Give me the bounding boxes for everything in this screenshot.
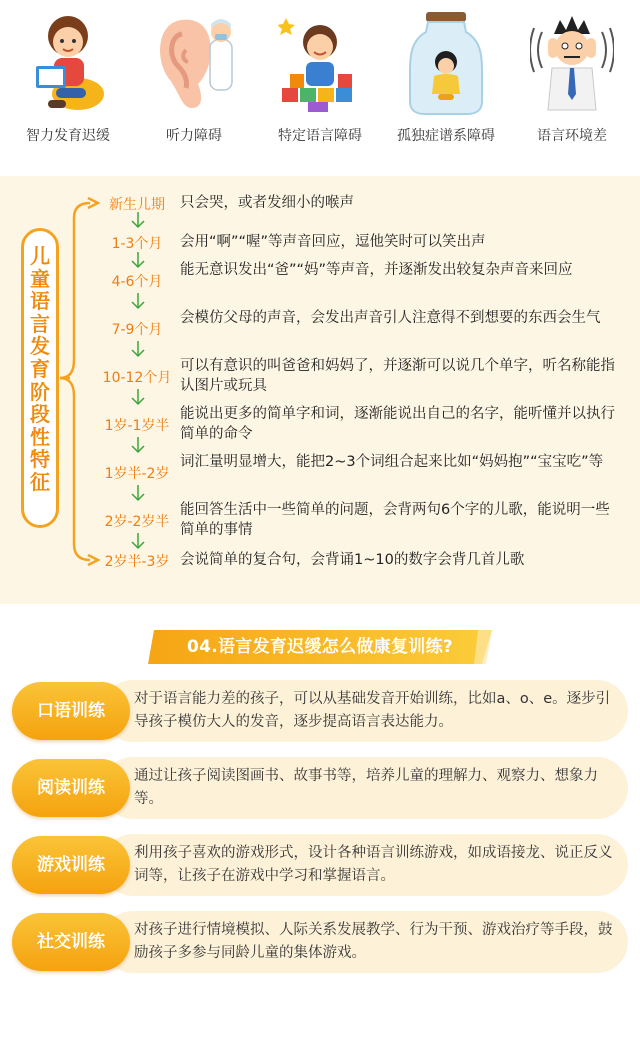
stage-desc-1.5y-2y: 词汇量明显增大，能把2~3个词组合起来比如“妈妈抱”“宝宝吃”等 (180, 454, 604, 470)
stage-age-4-6m: 4-6个月 (111, 274, 163, 290)
training-label: 口语训练 (37, 701, 105, 721)
rehab-question-banner (148, 630, 492, 664)
stage-age-1-3m: 1-3个月 (111, 236, 163, 252)
child-building-blocks-icon (278, 10, 362, 115)
down-arrow-icon (128, 485, 148, 503)
cause-label: 孤独症谱系障碍 (397, 128, 495, 144)
language-development-timeline (0, 176, 640, 604)
cause-item-autism (382, 10, 510, 160)
timeline-vertical-title (21, 228, 59, 528)
timeline-bracket (60, 176, 100, 604)
child-reading-book-icon (26, 10, 110, 115)
causes-row (0, 0, 640, 176)
stage-desc-10-12m: 可以有意识的叫爸爸和妈妈了，并逐渐可以说几个单字，听名称能指认图片或玩具 (180, 358, 615, 394)
cause-label: 智力发育迟缓 (26, 128, 110, 144)
cause-item-hearing-impairment (130, 10, 258, 160)
cause-item-specific-language (256, 10, 384, 160)
stage-desc-2.5y-3y: 会说简单的复合句，会背诵1~10的数字会背几首儿歌 (180, 552, 525, 568)
training-item-game (12, 834, 628, 896)
stage-desc-4-6m: 能无意识发出“爸”“妈”等声音，并逐渐发出较复杂声音来回应 (180, 262, 573, 278)
down-arrow-icon (128, 533, 148, 551)
down-arrow-icon (128, 341, 148, 359)
training-description: 利用孩子喜欢的游戏形式，设计各种语言训练游戏，如成语接龙、说正反义词等，让孩子在游戏中学习和掌握语言。 (134, 845, 613, 884)
timeline-title-text: 儿童语言发育阶段性特征 (30, 244, 50, 494)
rehab-question-title: 04.语言发育迟缓怎么做康复训练? (186, 637, 454, 657)
down-arrow-icon (128, 252, 148, 270)
cause-label: 语言环境差 (537, 128, 607, 144)
stressed-man-icon (530, 10, 614, 115)
training-label: 阅读训练 (37, 778, 105, 798)
training-item-social (12, 911, 628, 973)
stage-desc-1y-1.5y: 能说出更多的简单字和词，逐渐能说出自己的名字，能听懂并以执行简单的命令 (180, 406, 615, 442)
cause-label: 特定语言障碍 (278, 128, 362, 144)
down-arrow-icon (128, 212, 148, 230)
training-description: 对于语言能力差的孩子，可以从基础发音开始训练，比如a、o、e。逐步引导孩子模仿大人的发音，逐步提高语言表达能力。 (134, 691, 611, 730)
training-label-pill (12, 682, 130, 740)
down-arrow-icon (128, 389, 148, 407)
cause-item-poor-environment (508, 10, 636, 160)
stage-age-1y-1.5y: 1岁-1岁半 (104, 418, 170, 434)
stage-age-1.5y-2y: 1岁半-2岁 (104, 466, 170, 482)
stage-age-2.5y-3y: 2岁半-3岁 (104, 554, 170, 570)
stage-desc-7-9m: 会模仿父母的声音，会发出声音引人注意得不到想要的东西会生气 (180, 310, 601, 326)
stage-age-10-12m: 10-12个月 (102, 370, 172, 386)
stage-desc-1-3m: 会用“啊”“喔”等声音回应，逗他笑时可以笑出声 (180, 234, 486, 250)
training-label-pill (12, 913, 130, 971)
stage-desc-newborn: 只会哭，或者发细小的喉声 (180, 195, 354, 211)
stage-age-newborn: 新生儿期 (109, 197, 165, 213)
stage-desc-2y-2.5y: 能回答生活中一些简单的问题，会背两句6个字的儿歌，能说明一些简单的事情 (180, 502, 610, 538)
stage-age-7-9m: 7-9个月 (111, 322, 163, 338)
child-in-jar-icon (404, 10, 488, 115)
training-label: 社交训练 (37, 932, 105, 952)
training-item-reading (12, 757, 628, 819)
stage-age-2y-2.5y: 2岁-2岁半 (104, 514, 170, 530)
training-label: 游戏训练 (37, 855, 105, 875)
training-label-pill (12, 759, 130, 817)
down-arrow-icon (128, 437, 148, 455)
down-arrow-icon (128, 293, 148, 311)
ear-doctor-icon (152, 10, 236, 115)
cause-item-intellectual-delay (4, 10, 132, 160)
training-description: 通过让孩子阅读图画书、故事书等，培养儿童的理解力、观察力、想象力等。 (134, 768, 598, 807)
training-description: 对孩子进行情境模拟、人际关系发展教学、行为干预、游戏治疗等手段，鼓励孩子多参与同龄儿童的集体游戏。 (134, 922, 613, 961)
cause-label: 听力障碍 (166, 128, 222, 144)
training-label-pill (12, 836, 130, 894)
training-item-oral (12, 680, 628, 742)
